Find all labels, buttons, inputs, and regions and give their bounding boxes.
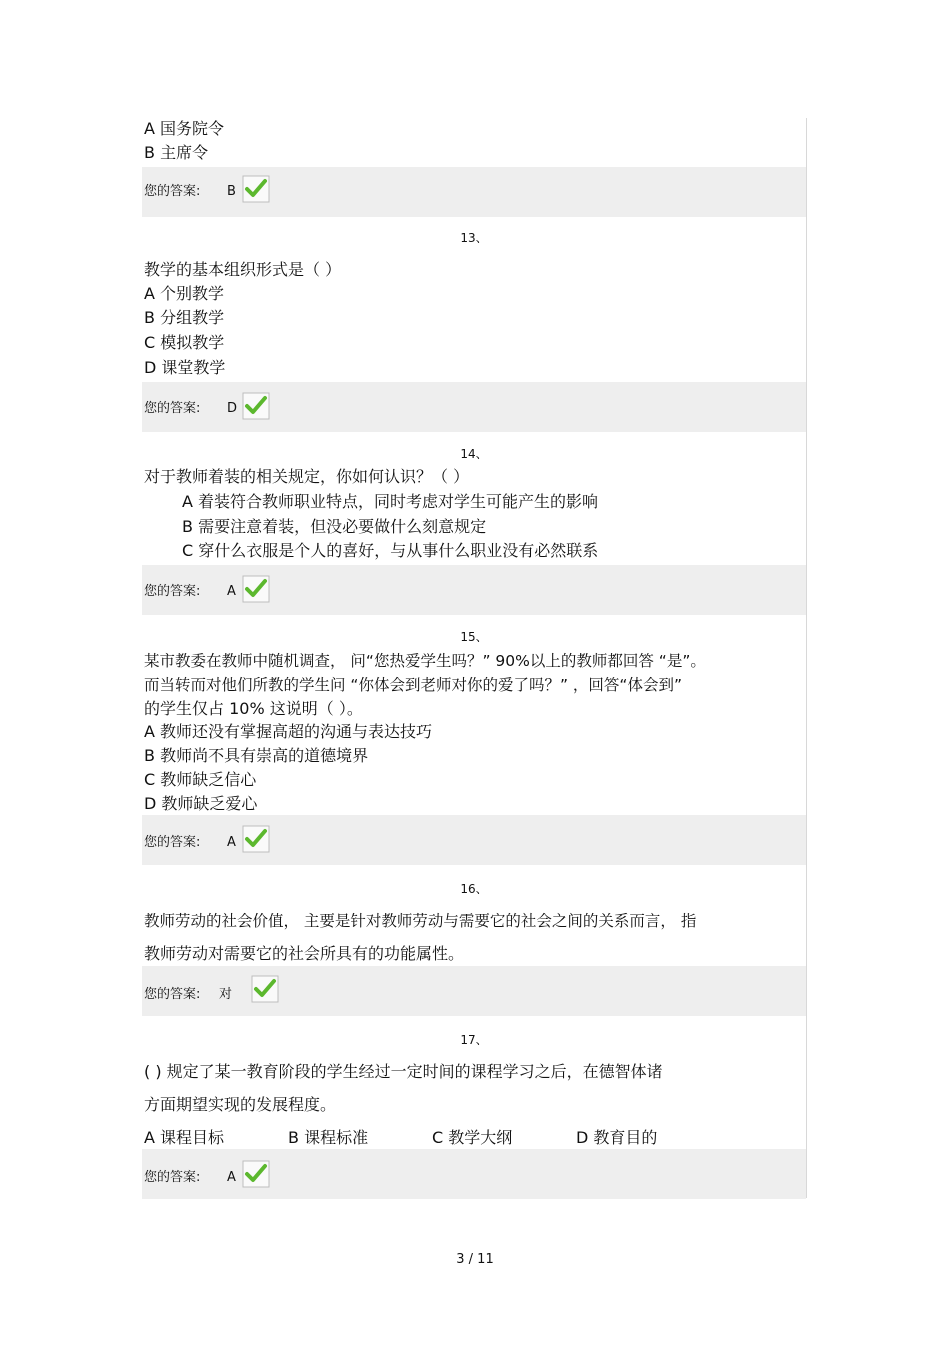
q14-number: 14、 (460, 447, 488, 461)
q13-stem: 教学的基本组织形式是（ ） (144, 260, 342, 279)
q13-number: 13、 (460, 231, 488, 245)
q14-option-b: B 需要注意着装，但没必要做什么刻意规定 (182, 517, 487, 536)
q15-stem-line3: 的学生仅占 10% 这说明（ ）。 (144, 699, 363, 718)
q16-number: 16、 (460, 882, 488, 896)
q17-answer-label: 您的答案: (144, 1170, 201, 1185)
q13-option-b: B 分组教学 (144, 308, 225, 327)
q14-option-a: A 着装符合教师职业特点，同时考虑对学生可能产生的影响 (182, 492, 599, 511)
q13-option-a: A 个别教学 (144, 284, 225, 303)
q16-stem-line1: 教师劳动的社会价值， 主要是针对教师劳动与需要它的社会之间的关系而言， 指 (144, 912, 697, 930)
q15-option-b: B 教师尚不具有崇高的道德境界 (144, 746, 369, 765)
q17-option-a: A 课程目标 (144, 1128, 225, 1147)
q15-stem-line1: 某市教委在教师中随机调查， 问“您热爱学生吗？” 90%以上的教师都回答 “是”。 (144, 652, 706, 670)
q13-answer-label: 您的答案: (144, 401, 201, 416)
q14-stem: 对于教师着装的相关规定，你如何认识？（ ） (144, 467, 470, 486)
q15-option-c: C 教师缺乏信心 (144, 770, 257, 789)
check-icon (242, 1160, 270, 1188)
q13-option-c: C 模拟教学 (144, 333, 225, 352)
q17-option-b: B 课程标准 (288, 1128, 369, 1147)
q17-option-c: C 教学大纲 (432, 1128, 513, 1147)
q15-answer-value: A (227, 835, 236, 850)
q14-answer-value: A (227, 584, 236, 599)
q13-answer-value: D (227, 401, 238, 416)
q17-option-d: D 教育目的 (576, 1128, 658, 1147)
q15-option-a: A 教师还没有掌握高超的沟通与表达技巧 (144, 722, 433, 741)
q12-answer-label: 您的答案: (144, 184, 201, 199)
q13-option-d: D 课堂教学 (144, 358, 226, 377)
q16-answer-band (142, 966, 806, 1016)
q16-answer-label: 您的答案: (144, 987, 201, 1002)
q12-option-b: B 主席令 (144, 143, 209, 162)
q14-option-c: C 穿什么衣服是个人的喜好，与从事什么职业没有必然联系 (182, 541, 599, 560)
q12-option-a: A 国务院令 (144, 119, 225, 138)
q16-stem-line2: 教师劳动对需要它的社会所具有的功能属性。 (144, 944, 465, 963)
page-number: 3 / 11 (456, 1252, 494, 1267)
q15-option-d: D 教师缺乏爱心 (144, 794, 258, 813)
check-icon (242, 392, 270, 420)
q15-answer-label: 您的答案: (144, 835, 201, 850)
check-icon (242, 575, 270, 603)
q14-answer-label: 您的答案: (144, 584, 201, 599)
q17-stem-line1: ( ) 规定了某一教育阶段的学生经过一定时间的课程学习之后，在德智体诸 (144, 1062, 663, 1081)
check-icon (242, 825, 270, 853)
q17-number: 17、 (460, 1033, 488, 1047)
q17-stem-line2: 方面期望实现的发展程度。 (144, 1095, 337, 1114)
q16-answer-value: 对 (219, 987, 233, 1002)
q15-stem-line2: 而当转而对他们所教的学生问 “你体会到老师对你的爱了吗？” ，回答“体会到” (144, 676, 682, 694)
check-icon (242, 175, 270, 203)
q15-number: 15、 (460, 630, 488, 644)
q17-answer-value: A (227, 1170, 236, 1185)
q12-answer-value: B (227, 184, 236, 199)
check-icon (251, 975, 279, 1003)
